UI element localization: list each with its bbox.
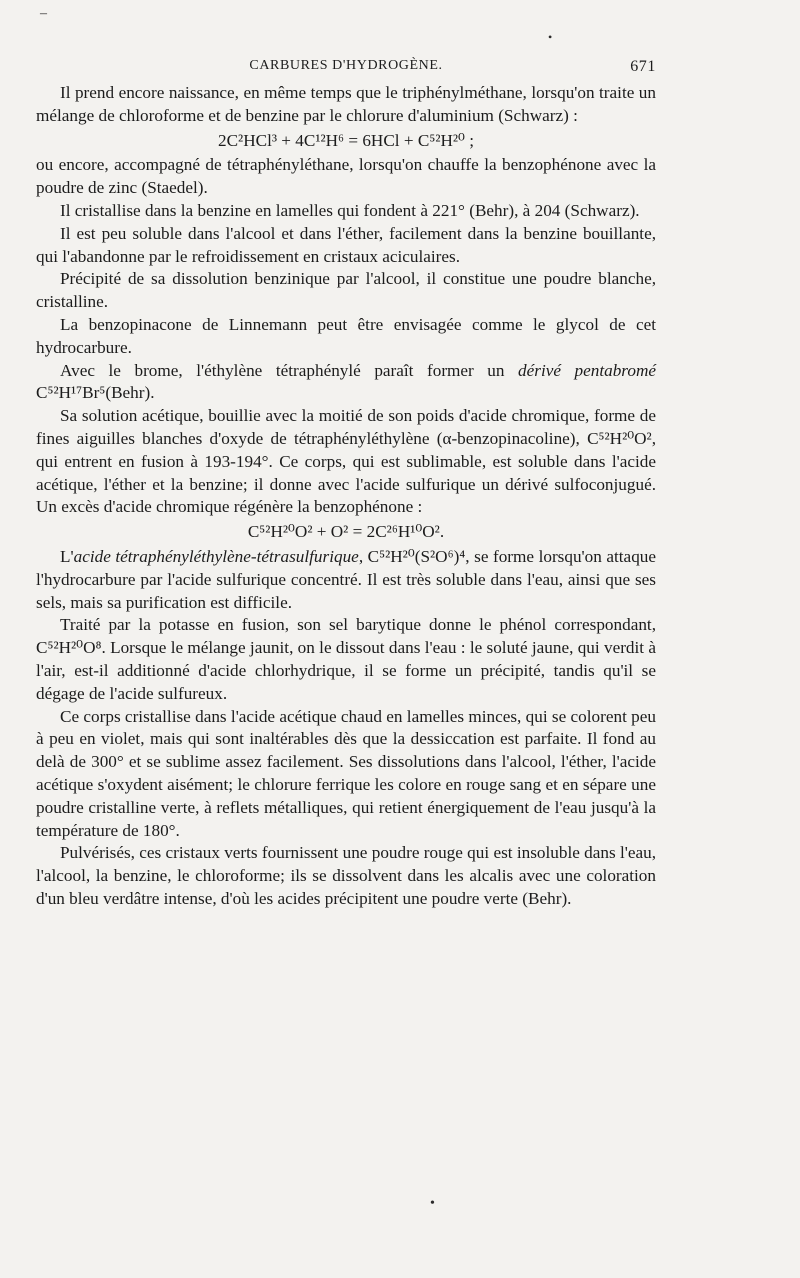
paragraph: La benzopinacone de Linnemann peut être envisagée comme le glycol de cet hydrocarbure. <box>36 314 656 357</box>
paragraph: Il est peu soluble dans l'alcool et dans l'éther, facilement dans la benzine bouillante, qui l'abandonne par le refroidissement en cristaux aciculaires. <box>36 223 656 266</box>
dash-mark: – <box>40 6 47 21</box>
equation: C⁵²H²⁰O² + O² = 2C²⁶H¹⁰O². <box>247 522 445 542</box>
text-run: , C⁵²H²⁰(S²O⁶)⁴, se forme lorsqu'on attaque l'hydrocarbure par l'acide sulfurique concentré. Il est très soluble dans l'eau, ainsi que ses sels, mais sa purification est difficile. <box>36 546 657 612</box>
dot-mark: • <box>430 1196 435 1211</box>
text-run: Avec le brome, l'éthylène tétraphénylé paraît former un <box>60 360 505 380</box>
text-run: L' <box>60 546 74 566</box>
paragraph: Ce corps cristallise dans l'acide acétique chaud en lamelles minces, qui se colorent peu à peu en violet, mais qui sont inaltérables dès que la dessiccation est parfaite. Il fond au delà de 300° et se sublime assez facilement. Ses dissolutions dans l'alcool, l'éther, l'acide acétique s'oxydent aisément; le chlorure ferrique les colore en rouge sang et en sépare une poudre cristalline verte, à reflets métalliques, qui retient énergiquement de l'eau jusqu'à la température de 180°. <box>36 706 656 840</box>
equation: 2C²HCl³ + 4C¹²H⁶ = 6HCl + C⁵²H²⁰ ; <box>217 130 475 150</box>
italic-term: acide tétraphényléthylène-tétrasulfurique <box>73 546 359 566</box>
paragraph: Précipité de sa dissolution benzinique par l'alcool, il constitue une poudre blanche, cristalline. <box>36 269 656 312</box>
running-header <box>36 58 656 82</box>
page <box>36 58 656 911</box>
paragraph: Il cristallise dans la benzine en lamelles qui fondent à 221° (Behr), à 204 (Schwarz). <box>60 200 640 220</box>
paragraph: Traité par la potasse en fusion, son sel barytique donne le phénol correspondant, C⁵²H²⁰O⁸. Lorsque le mélange jaunit, on le dissout dans l'eau : le soluté jaune, qui verdit à l'air, est-il additionné d'acide chlorhydrique, il se forme un précipité, tandis qu'il se dégage de l'acide sulfureux. <box>36 615 656 703</box>
formula-run: C⁵²H¹⁷Br⁵(Behr). <box>36 383 155 403</box>
paragraph: Sa solution acétique, bouillie avec la moitié de son poids d'acide chromique, forme de fines aiguilles blanches d'oxyde de tétraphényléthylène (α-benzopinacoline), C⁵²H²⁰O², qui entrent en fusion à 193-194°. Ce corps, qui est sublimable, est soluble dans l'acide acétique, l'éther et la benzine; il donne avec l'acide sulfurique un dérivé sulfoconjugué. Un excès d'acide chromique régénère la benzophénone : <box>36 406 656 517</box>
paragraph <box>36 546 656 614</box>
paragraph: ou encore, accompagné de tétraphényléthane, lorsqu'on chauffe la benzophénone avec la poudre de zinc (Staedel). <box>36 155 656 198</box>
header-title: CARBURES D'HYDROGÈNE. <box>249 58 443 73</box>
paragraph: Pulvérisés, ces cristaux verts fournissent une poudre rouge qui est insoluble dans l'eau, l'alcool, la benzine, le chloroforme; ils se dissolvent dans les alcalis avec une coloration d'un bleu verdâtre intense, d'où les acides précipitent une poudre verte (Behr). <box>36 843 656 908</box>
main-text <box>36 82 656 911</box>
paragraph: Il prend encore naissance, en même temps que le triphénylméthane, lorsqu'on traite un mélange de chloroforme et de benzine par le chlorure d'aluminium (Schwarz) : <box>36 83 656 125</box>
italic-term: dérivé pentabromé <box>518 360 656 380</box>
page-number: 671 <box>630 58 656 75</box>
paragraph <box>36 360 656 406</box>
dot-mark: • <box>548 30 553 44</box>
